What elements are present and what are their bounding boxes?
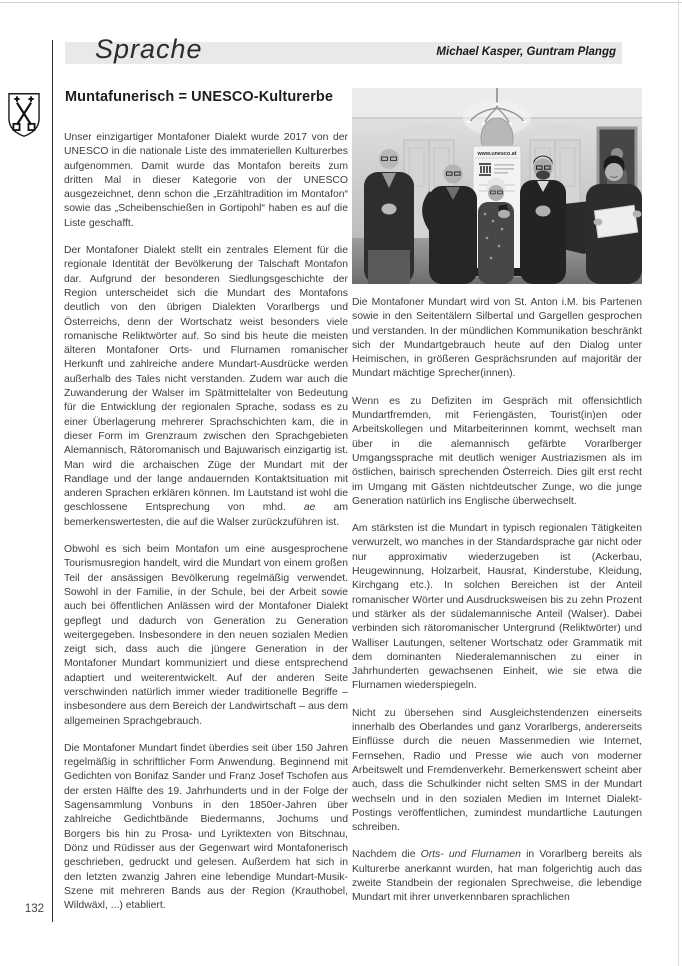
section-header-band <box>65 34 622 64</box>
paragraph: Wenn es zu Defiziten im Gespräch mit offensichtlich Mundartfremden, mit Feriengästen, Tourist(in)en oder Arbeitskollegen und Mitarbeiterinnen kommt, wechselt man über in die alemannisch gefärbte Vorarlberger Umgangssprache mit deutlich weniger Austriazismen als im östlichen, bairisch sprechenden Österreich. Dies gilt erst recht im Umgang mit Gästen nichtdeutscher Zunge, wo die junge Generation natürlich ins Englische überwechselt. <box>352 395 642 507</box>
page-number: 132 <box>24 903 44 915</box>
text-run: am bemerkenswertesten, die auf die Walser zurückzuführen ist. <box>64 502 348 528</box>
text-run: Nachdem die <box>352 849 421 861</box>
page-right-edge-line <box>678 0 679 966</box>
paragraph: Die Montafoner Mundart findet überdies seit über 150 Jahren regelmäßig in schriftlicher Form Anwendung. Beginnend mit Gedichten von Bonifaz Sander und Franz Josef Tschofen aus der ersten Hälfte des 19. Jahrhunderts und in der Folge der Sagensammlung Vonbuns in den 1850er-Jahren über zahlreiche Gedichtbände Biedermanns, Jochums und Borgers bis hin zu Prosa- und Lyriktexten von Bitschnau, Dönz und Rüdisser aus der Gegenwart wird Montafonerisch geschrieben, gedruckt und gelesen. Außerdem hat sich in den letzten zwanzig Jahren eine lebendige Mundart-Musik-Szene mit mehreren Bands aus der Region (Krauthobel, Wildwäxl, ...) etabliert. <box>64 742 348 912</box>
paragraph: Nicht zu übersehen sind Ausgleichstendenzen einerseits innerhalb des Oberlandes und ganz Vorarlbergs, andererseits Einflüsse durch die neuen Massenmedien wie Internet, Fernsehen, Radio und Presse wie auch von moderner Arbeitswelt und Fremdenverkehr. Bemerkenswert scheint aber auch, dass die Schulkinder nicht selten SMS in der Mundart wechseln und in den sozialen Medien im Internet Dialekt-Postings veröffentlichen, zumindest mundartliche Lautungen schreiben. <box>352 707 642 834</box>
paragraph: Unser einzigartiger Montafoner Dialekt wurde 2017 von der UNESCO in die nationale Liste des immateriellen Kulturerbes aufgenommen. Damit wurde das Montafon bereits zum dritten Mal in dieser Kategorie von der UNESCO ausgezeichnet, denn schon die „Erzähltradition im Montafon“ sowie das „Scheibenschießen in Gortipohl“ haben es auf die Liste geschafft. <box>64 132 348 229</box>
paragraph: Obwohl es sich beim Montafon um eine ausgesprochene Tourismusregion handelt, wird die Mundart von einem großen Teil der ansässigen Bevölkerung regelmäßig verwendet. Sowohl in der Familie, in der Schule, bei der Arbeit sowie auch bei öffentlichen Anlässen wird der Montafoner Dialekt gepflegt und dadurch von Generation zu Generation weitergegeben. Insbesondere in den neuen sozialen Medien zeigt sich, dass auch die jüngere Generation in der Montafoner Mundart kommuniziert und diese entsprechend adaptiert und weiterentwickelt. Auf der anderen Seite verschwinden natürlich immer wieder traditionelle Begriffe – insbesondere aus dem Bereich der Landwirtschaft – aus dem allgemeinen Sprachgebrauch. <box>64 544 348 727</box>
paragraph: Die Montafoner Mundart wird von St. Anton i.M. bis Partenen sowie in den Seitentälern Silbertal und Gargellen gesprochen und verstanden. In der mündlichen Kommunikation beschränkt sich der Mundartgebrauch heute auf den Dialog unter Heimischen, in größeren Gesprächsrunden auf majoritär der Mundart mächtige Sprecher(innen). <box>352 297 642 380</box>
italic-term: ae <box>303 502 316 514</box>
montafon-crest-icon <box>7 92 41 138</box>
margin-rule <box>52 40 53 922</box>
article-title: Muntafunerisch = UNESCO-Kulturerbe <box>65 89 334 105</box>
right-column <box>352 296 642 919</box>
italic-term: Orts- und Flurnamen <box>420 849 521 861</box>
text-run: in Vorarlberg bereits als Kulturerbe anerkannt wurden, hat man folgerichtig auch das zweite Standbein der regionalen Sprechweise, die lebendige Mundart mit ihrer unverkennbaren sprachlichen <box>352 849 642 904</box>
paragraph <box>352 848 642 905</box>
authors: Michael Kasper, Guntram Plangg <box>436 46 616 58</box>
page-top-edge-line <box>0 2 682 3</box>
banner-url-text: www.unesco.at <box>477 151 517 157</box>
award-ceremony-photo <box>352 88 642 284</box>
left-column <box>64 131 348 926</box>
text-run: Der Montafoner Dialekt stellt ein zentrales Element für die regionale Identität der Bevölkerung der Talschaft Montafon dar. Aufgrund der besonderen Siedlungsgeschichte der Region unterscheidet sich die Mundart des Montafons deutlich von den übrigen Dialekten Vorarlbergs und Österreichs, denn der Wortschatz weist besonders viele romanische Reliktwörter auf. So sind bis heute die meisten älteren Montafoner Orts- und Flurnamen romanischer Herkunft und zahlreiche andere Mundart-Ausdrücke werden außerhalb des Tales nicht verstanden. Zudem war auch die Zuwanderung der Walser im Spätmittelalter von Bedeutung für die Entwicklung der regionalen Sprache, sodass es zu einer Überlagerung mehrerer Sprachschichten kam, die in dieser Form im Grenzraum zwischen den Sprachgebieten Alemannisch, Rätoromanisch und Bajuwarisch einzigartig ist. Man wird die archaischen Züge der Mundart mit der Randlage und der lange andauernden Kontaktsituation mit anderen Sprachen erklären können. Im Lautstand ist wohl die geschlossene Entsprechung von mhd. <box>64 245 348 514</box>
paragraph <box>64 244 348 530</box>
paragraph: Am stärksten ist die Mundart in typisch regionalen Tätigkeiten verwurzelt, wo manches in der Standardsprache gar nicht oder nur approximativ wiederzugeben ist (Ackerbau, Heugewinnung, Holzarbeit, Hausrat, Kinderstube, Kleidung, Kirchgang etc.). In solchen Bereichen ist der Anteil romanischer Wörter und Ausdrucksweisen bis zu zehn Prozent und stärker als der südalemannische Anteil (Walser). Dabei verbinden sich rätoromanischer Untergrund (Reliktwörter) und Walliser Lautungen, seltener Wortschatz oder Grammatik mit dem dominanten Niederalemannischen zu einer in Jahrhunderten gewachsenen Einheit, wie sie etwa die Flurnamen wiederspiegeln. <box>352 523 642 692</box>
section-title: Sprache <box>95 34 203 64</box>
crossed-keys-icon <box>7 92 41 138</box>
